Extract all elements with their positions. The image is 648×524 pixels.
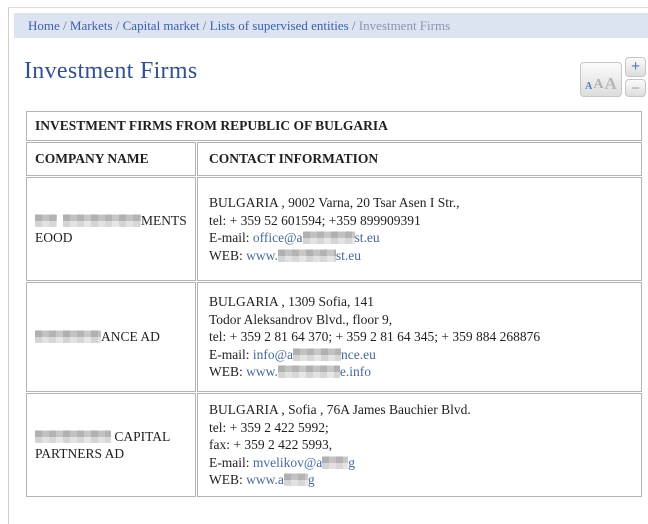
- font-size-medium-letter: A: [593, 77, 604, 92]
- contact-text: WEB:: [209, 472, 247, 488]
- text-line: [209, 436, 633, 454]
- contact-text: Todor Aleksandrov Blvd., floor 9,: [209, 311, 393, 327]
- contact-text: WEB:: [209, 247, 247, 263]
- column-header-company-name: COMPANY NAME: [26, 142, 196, 176]
- redacted-text-block: [284, 473, 308, 486]
- redacted-text-block: [293, 348, 341, 361]
- contact-link-fragment[interactable]: g: [348, 454, 356, 470]
- table-row: [26, 282, 642, 392]
- text-line: [35, 428, 189, 446]
- contact-text: tel: + 359 52 601594; +359 899909391: [209, 212, 421, 228]
- table-row: [26, 393, 642, 497]
- contact-link-fragment[interactable]: info@a: [252, 346, 294, 362]
- font-decrease-button[interactable]: –: [625, 79, 646, 97]
- text-line: [35, 445, 189, 463]
- font-increase-button[interactable]: +: [625, 57, 646, 77]
- contact-link-fragment[interactable]: nce.eu: [341, 346, 376, 362]
- contact-link-fragment[interactable]: office@a: [252, 230, 303, 245]
- text-line: [209, 401, 633, 419]
- text-line: [209, 293, 633, 311]
- contact-info-cell: [197, 393, 642, 497]
- breadcrumb-separator: /: [199, 17, 210, 33]
- company-name-cell: [26, 393, 196, 497]
- contact-text: fax: + 359 2 422 5993,: [209, 437, 333, 453]
- contact-link-fragment[interactable]: st.eu: [354, 230, 380, 245]
- text-line: [35, 328, 189, 346]
- redacted-text-block: [322, 456, 348, 469]
- text-line: [209, 247, 633, 265]
- redacted-text-block: [278, 365, 340, 378]
- company-name-cell: [26, 177, 196, 281]
- firms-table-container: [25, 110, 643, 498]
- contact-link-fragment[interactable]: www.: [246, 247, 278, 263]
- font-resize-button[interactable]: [580, 62, 622, 97]
- contact-text: BULGARIA , Sofia , 76A James Bauchier Blvd.: [209, 402, 471, 418]
- contact-link-fragment[interactable]: www.: [246, 364, 278, 380]
- text-line: [209, 346, 633, 364]
- text-line: [209, 311, 633, 329]
- contact-text: BULGARIA , 9002 Varna, 20 Tsar Asen I Str.,: [209, 195, 460, 210]
- redacted-text-block: [35, 214, 57, 227]
- column-header-contact-information: CONTACT INFORMATION: [197, 142, 642, 176]
- breadcrumb: [14, 13, 648, 38]
- page-title: Investment Firms: [24, 58, 198, 84]
- table-row: [26, 177, 642, 281]
- text-line: [35, 212, 189, 230]
- contact-text: tel: + 359 2 422 5992;: [209, 419, 329, 435]
- contact-link-fragment[interactable]: st.eu: [335, 247, 361, 263]
- breadcrumb-link-markets[interactable]: Markets: [69, 17, 113, 33]
- text-line: [35, 229, 189, 247]
- redacted-text-block: [35, 330, 101, 343]
- text-line: [209, 454, 633, 472]
- text-line: [209, 471, 633, 489]
- contact-text: E-mail:: [209, 454, 253, 470]
- breadcrumb-link-capital-market[interactable]: Capital market: [122, 17, 200, 33]
- contact-text: E-mail:: [209, 346, 253, 362]
- text-line: [209, 328, 633, 346]
- redacted-text-block: [303, 231, 355, 244]
- font-size-large-letter: A: [604, 74, 617, 93]
- firms-table: [25, 110, 643, 498]
- contact-link-fragment[interactable]: mvelikov@a: [252, 454, 323, 470]
- breadcrumb-link-supervised-entities[interactable]: Lists of supervised entities: [209, 17, 349, 33]
- contact-text: WEB:: [209, 364, 247, 380]
- contact-link-fragment[interactable]: g: [307, 472, 315, 488]
- text-line: [209, 194, 633, 212]
- contact-text: EOOD: [35, 230, 73, 245]
- contact-text: tel: + 359 2 81 64 370; + 359 2 81 64 345; + 359 884 268876: [209, 329, 541, 345]
- text-line: [209, 363, 633, 381]
- contact-text: E-mail:: [209, 230, 253, 245]
- breadcrumb-separator: /: [348, 17, 359, 33]
- contact-info-cell: [197, 282, 642, 392]
- contact-text: CAPITAL: [111, 428, 171, 444]
- firms-table-body: [26, 177, 642, 497]
- text-line: [209, 229, 633, 247]
- contact-text: BULGARIA , 1309 Sofia, 141: [209, 294, 374, 310]
- redacted-text-block: [35, 430, 111, 443]
- contact-text: ANCE AD: [101, 329, 160, 345]
- contact-text: PARTNERS AD: [35, 446, 125, 461]
- table-caption: INVESTMENT FIRMS FROM REPUBLIC OF BULGARIA: [26, 111, 642, 141]
- text-line: [209, 419, 633, 437]
- text-line: [209, 212, 633, 230]
- breadcrumb-link-home[interactable]: Home: [28, 17, 60, 33]
- font-size-small-letter: A: [585, 81, 593, 92]
- breadcrumb-current-page: Investment Firms: [358, 17, 451, 33]
- breadcrumb-separator: /: [112, 17, 123, 33]
- contact-link-fragment[interactable]: www.a: [246, 472, 284, 488]
- table-caption-row: [26, 111, 642, 141]
- contact-info-cell: [197, 177, 642, 281]
- company-name-cell: [26, 282, 196, 392]
- breadcrumb-separator: /: [59, 17, 70, 33]
- redacted-text-block: [63, 214, 141, 227]
- contact-link-fragment[interactable]: e.info: [339, 364, 371, 380]
- redacted-text-block: [278, 249, 336, 262]
- contact-text: MENTS: [141, 212, 187, 228]
- table-header-row: [26, 142, 642, 176]
